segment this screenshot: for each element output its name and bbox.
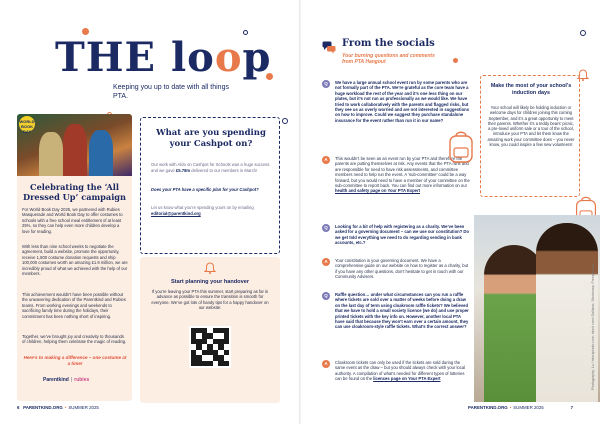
socials-subheading: Your burning questions and comments from PTA Hangout — [342, 53, 435, 66]
celebrate-paragraph: For World Book Day 2025, we partnered with Rubies Masquerade and World Book Day to offer costumes to schools with a free school meal entitlement of at least 25%, so they can help even more children develop a love for reading. — [22, 207, 123, 234]
bell-icon — [576, 68, 590, 82]
photo-credit: Photography: Lo / istockphoto.com; stock.com/ Galliano; Stocksnap; Freepik.com — [591, 264, 595, 390]
page-title: THE loop — [55, 34, 272, 81]
decorative-circle — [453, 58, 458, 63]
editorial-email-link[interactable]: editorial@parentkind.org — [151, 210, 201, 216]
rubies-logo: rubies — [74, 377, 90, 383]
celebrate-paragraph: With less than nine school weeks to negotiate the agreement, build a website, promote the opportunity, receive 1,800 costume donation requests and ship 100,000 costumes worth an amazing £1.9 million, we are incredibly proud of what we achieved with the help of our members. — [22, 244, 128, 277]
socials-heading: From the socials — [342, 38, 435, 49]
answer-text: Cloakroom tickets can only be used if the tickets are sold during the same event as the draw – but you should always check with your local authority. A compilation of what’s needed for different types of lotteries can be found on the licences page on Your PTA Expert — [335, 360, 466, 382]
question-text: Looking for a bit of help with registering as a charity. We’ve been asked for a governing document – can we use our constitution? Do we get told everything we need to do regarding sending in bank accounts, etc.? — [335, 224, 470, 246]
answer-marker: A — [322, 258, 330, 266]
celebrate-panel — [17, 114, 132, 401]
qr-code[interactable] — [189, 326, 231, 368]
page-gutter — [299, 0, 301, 424]
celebrate-paragraph: This achievement wouldn’t have been possible without the unwavering dedication of the Parentkind and Rubies teams. From working evenings and weekends to sacrificing family time during the holidays, their commitment has been nothing short of inspiring. — [22, 292, 126, 319]
handover-panel — [140, 257, 280, 403]
speech-bubbles-icon — [322, 41, 336, 54]
question-marker: Q — [322, 80, 330, 88]
question-marker: Q — [322, 224, 330, 232]
licences-link[interactable]: licences page on Your PTA Expert — [373, 376, 441, 382]
answer-text: This wouldn’t be seen as an event run by your PTA and therefore the parents are putting themselves at risk. Any events that the PTA runs and are responsible for need to have risk assessments, and committee members need to help run the event. A ‘sub-committee’ could be a way forward, but you would need to have a member of your committee on the sub-committee to report back. You can find out more information on our health and safety page on Your PTA Expert — [335, 156, 470, 194]
induction-paragraph: Your school will likely be holding induction or welcome days for children joining this coming September, and it’s a great opportunity to meet their parents. Whether it’s a teddy bears’ picnic, a pre-loved uniform sale or a tour of the school, introduce your PTA and let them know the amazing work your committee does – you never know, you could inspire a few new volunteers! — [487, 105, 575, 148]
tagline: Keeping you up to date with all things PTA. — [113, 84, 229, 100]
backpack-icon — [447, 130, 475, 164]
cashpot-panel — [140, 117, 280, 254]
answer-marker: A — [322, 360, 330, 368]
answer-text: Your constitution is your governing document. We have a comprehensive guide on our website on how to register as a charity, but if you have any other questions, don’t hesitate to get in touch with our Community Advisers. — [335, 258, 469, 280]
cashpot-heading: What are you spending your Cashpot on? — [156, 128, 266, 149]
celebrate-paragraph: Together, we’ve brought joy and creativity to thousands of children, helping them celebrate the magic of reading. — [22, 334, 127, 345]
induction-heading: Make the most of your school’s induction days — [490, 83, 572, 96]
answer-marker: A — [322, 156, 330, 164]
footer-right: PARENTKIND.ORG • SUMMER 2025 7 — [468, 405, 574, 410]
parents-photo — [474, 215, 600, 402]
cashpot-question: Does your PTA have a specific plan for your Cashpot? — [151, 187, 259, 192]
handover-heading: Start planning your handover — [170, 279, 249, 285]
question-marker: Q — [322, 292, 330, 300]
bell-icon — [203, 261, 217, 275]
costume-children-photo — [17, 114, 132, 176]
world-book-day-badge: WORLD BOOK DAY — [19, 116, 35, 132]
health-safety-link[interactable]: health and safety page on Your PTA Expert — [335, 188, 421, 194]
partner-logos: Parentkind | rubies — [43, 377, 90, 383]
cashpot-paragraph: Let us know what you’re spending yours on by emailing editorial@parentkind.org — [151, 205, 254, 216]
celebrate-quote: Here’s to making a difference – one costume at a time! — [23, 355, 127, 366]
parentkind-logo: Parentkind — [43, 377, 69, 383]
question-text: Raffle question… under what circumstances can you run a raffle where tickets are sold over a matter of weeks before doing a draw on the last day of term using cloakroom raffle tickets? We believed that we have to hold a small society licence (we do) and use proper printed tickets with the key info on. However, another local PTA have said that because they won’t earn over a certain amount, they can use cloakroom-style raffle tickets. What’s the correct answer? — [335, 292, 469, 330]
footer-left: 6 PARENTKIND.ORG • SUMMER 2025 — [17, 405, 99, 410]
handover-paragraph: If you’re leaving your PTA this summer, start preparing as far in advance as possible to ensure the transition is smooth for everyone. We’ve got lots of handy tips for a happy handover on our website: — [151, 289, 269, 311]
question-text: We have a large annual school event run by some parents who are not formally part of the PTA. We’re grateful as the core team have a huge workload the rest of the year and it’s one less thing on our plates, but it’s not run as professionally as we would like. We have tried to work collaboratively with the parents and flagged risks, but they see us as overly worried and are not interested in suggestions on how to improve. Could we suggest they purchase standalone insurance for the event rather than run it in our name? — [335, 80, 470, 123]
cashpot-paragraph: Our work with Aldo on Cashpot for Schools was a huge success and we gave £5.78m delivered to our members in March! — [151, 162, 270, 173]
decorative-circle — [282, 118, 288, 124]
induction-panel — [480, 75, 580, 197]
decorative-circle — [580, 30, 586, 36]
celebrate-heading: Celebrating the ‘All Dressed Up’ campaign — [23, 182, 126, 202]
